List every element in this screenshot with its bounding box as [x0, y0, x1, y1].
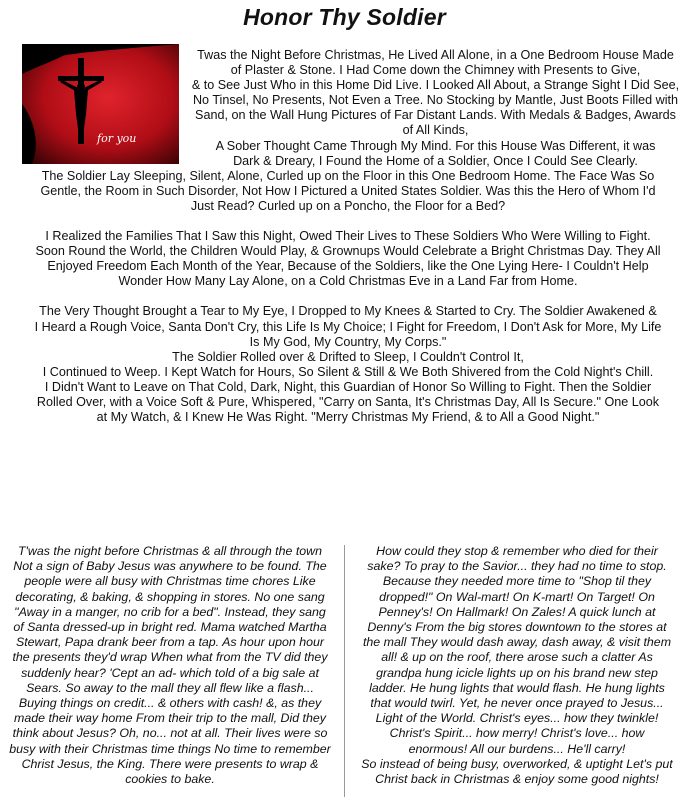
- text-line: Sand, on the Wall Hung Pictures of Far Distant Lands. With Medals & Badges, Awards: [195, 108, 676, 123]
- text-line: Not a sign of Baby Jesus was anywhere to be found. The: [13, 559, 327, 574]
- text-line: of All Kinds,: [402, 123, 469, 138]
- text-line: So instead of being busy, overworked, & uptight Let's put: [361, 756, 673, 771]
- text-line: Because they needed more time to "Shop til they: [382, 574, 652, 589]
- text-line: think about Jesus? Oh, no... not at all. Their lives were so: [12, 726, 328, 741]
- text-line: the mall They would dash away, dash away, & visit them: [362, 635, 672, 650]
- text-line: at My Watch, & I Knew He Was Right. "Merry Christmas My Friend, & to All a Good Night.": [96, 410, 600, 425]
- text-line: people were all busy with Christmas time chores Like: [24, 574, 316, 589]
- text-line: Stewart, Papa drank beer from a tap. As hour upon hour: [15, 635, 325, 650]
- paragraph-gap: [14, 214, 682, 229]
- text-line: & to See Just Who in this Home Did Live. I Looked All About, a Strange Sight I Did See,: [191, 78, 680, 93]
- text-line: busy with their Christmas time things No time to remember: [9, 741, 331, 756]
- text-line: decorating, & baking, & shopping in stores. No one sang: [15, 589, 325, 604]
- text-line: sake? To pray to the Savior... they had no time to stop.: [367, 559, 667, 574]
- right-column-poem: [352, 544, 682, 787]
- text-line: Christ's Spirit... how merry! Christ's love... how: [389, 726, 645, 741]
- text-line: of Plaster & Stone. I Had Come down the Chimney with Presents to Give,: [230, 63, 641, 78]
- page-title: Honor Thy Soldier: [243, 4, 446, 30]
- text-line: The Soldier Rolled over & Drifted to Sleep, I Couldn't Control It,: [172, 349, 524, 364]
- text-line: all! & up on the roof, there arose such a clatter As: [381, 650, 653, 665]
- text-line: Is My God, My Country, My Corps.": [249, 334, 447, 349]
- text-line: Gentle, the Room in Such Disorder, Not How I Pictured a United States Soldier. Was this the Hero of Whom I'd: [40, 183, 656, 198]
- text-line: No Tinsel, No Presents, Not Even a Tree. No Stocking by Mantle, Just Boots Filled with: [192, 93, 679, 108]
- left-column-poem: [5, 544, 335, 787]
- text-line: "Away in a manger, no crib for a bed". Instead, they sang: [14, 604, 326, 619]
- column-divider: [344, 545, 345, 797]
- text-line: Dark & Dreary, I Found the Home of a Soldier, Once I Could See Clearly.: [233, 153, 638, 168]
- text-line: I Heard a Rough Voice, Santa Don't Cry, this Life Is My Choice; I Fight for Freedom, I Don't Ask for More, My Life: [34, 319, 662, 334]
- paragraph-gap: [14, 289, 682, 304]
- text-line: Twas the Night Before Christmas, He Lived All Alone, in a One Bedroom House Made: [197, 48, 674, 62]
- poem-text: [14, 48, 682, 425]
- text-line: cookies to bake.: [125, 772, 215, 787]
- text-line: dropped!" On Wal-mart! On K-mart! On Target! On: [379, 589, 655, 604]
- text-line: made their way home From their trip to the mall, Did they: [14, 711, 326, 726]
- text-line: Buying things on credit... & others with cash! &, as they: [18, 696, 322, 711]
- image-caption: for you: [97, 132, 137, 145]
- text-line: Sears. So away to the mall they all flew like a flash...: [26, 680, 314, 695]
- text-line: suddenly hear? 'Cept an ad- which told of a big sale at: [21, 665, 319, 680]
- text-line: ladder. He hung lights that would flash. He hung lights: [369, 680, 665, 695]
- text-line: Rolled Over, with a Voice Soft & Pure, Whispered, "Carry on Santa, It's Christmas Day, All Is Secure." One Look: [36, 394, 660, 409]
- text-line: The Very Thought Brought a Tear to My Eye, I Dropped to My Knees & Started to Cry. The Soldier Awakened &: [39, 304, 657, 319]
- text-line: A Sober Thought Came Through My Mind. For this House Was Different, it was: [215, 138, 656, 153]
- text-line: that would twirl. Yet, he never once prayed to Jesus...: [370, 696, 664, 711]
- text-line: enormous! All our burdens... He'll carry!: [408, 741, 626, 756]
- text-line: Wonder How Many Lay Alone, on a Cold Christmas Eve in a Land Far from Home.: [118, 274, 578, 289]
- text-line: Christ Jesus, the King. There were presents to wrap &: [21, 756, 319, 771]
- text-line: Christ back in Christmas & enjoy some good nights!: [375, 772, 659, 787]
- text-line: I Didn't Want to Leave on That Cold, Dark, Night, this Guardian of Honor So Willing to Fight. Then the Soldier: [44, 379, 652, 394]
- text-line: The Soldier Lay Sleeping, Silent, Alone, Curled up on the Floor in this One Bedroom Home. The Face Was So: [41, 168, 655, 183]
- text-line: Soon Round the World, the Children Would Play, & Grownups Would Celebrate a Bright Christmas Day. They All: [35, 244, 661, 259]
- text-line: of Santa dressed-up in bright red. Mama watched Martha: [13, 620, 327, 635]
- text-line: Enjoyed Freedom Each Month of the Year, Because of the Soldiers, like the One Lying Here- I Couldn't Help: [47, 259, 649, 274]
- text-line: the presents they'd wrap When what from the TV did they: [12, 650, 328, 665]
- text-line: Light of the World. Christ's eyes... how they twinkle!: [375, 711, 659, 726]
- text-line: Denny's From the big stores downtown to the stores at: [367, 620, 667, 635]
- text-line: Just Read? Curled up on a Poncho, the Floor for a Bed?: [190, 198, 506, 213]
- text-line: grandpa hung icicle lights up on his brand new step: [376, 665, 658, 680]
- text-line: Penney's! On Hallmark! On Zales! A quick lunch at: [378, 604, 656, 619]
- text-line: T'was the night before Christmas & all through the town: [17, 544, 323, 558]
- text-line: I Continued to Weep. I Kept Watch for Hours, So Silent & Still & We Both Shivered from the Cold Night's Chill.: [42, 364, 654, 379]
- text-line: How could they stop & remember who died for their: [376, 544, 658, 558]
- text-line: I Realized the Families That I Saw this Night, Owed Their Lives to These Soldiers Who Were Willing to Fight.: [45, 229, 651, 244]
